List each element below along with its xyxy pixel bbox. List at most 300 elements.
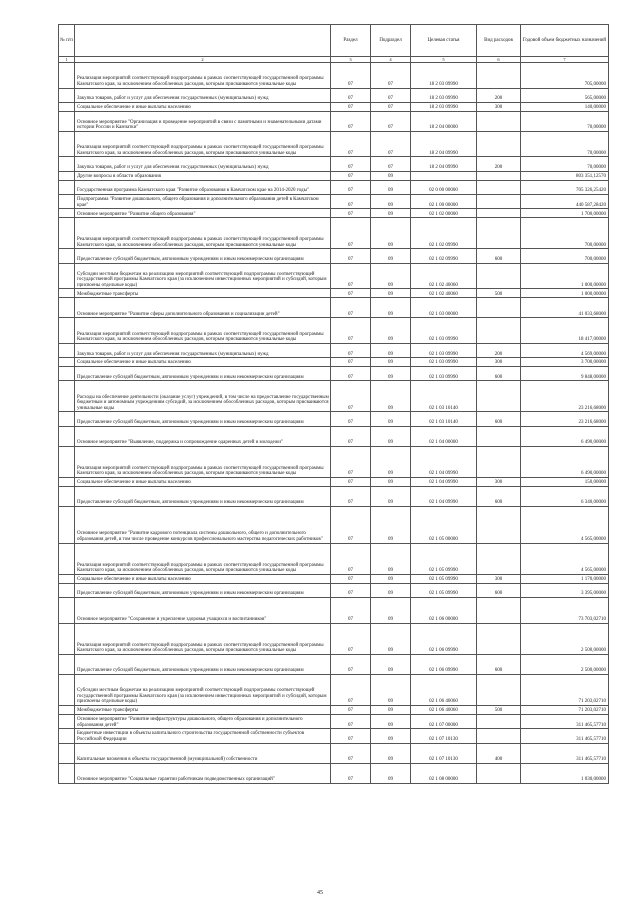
row-target-article: 02 1 05 09990: [411, 543, 477, 574]
table-row: [59, 343, 609, 357]
table-row: [59, 598, 609, 624]
row-amount: 4 565,00000: [521, 506, 609, 543]
row-name: Межбюджетные трансферты: [75, 705, 331, 714]
row-section: 07: [331, 180, 371, 194]
row-expense-type: [477, 171, 521, 180]
row-expense-type: [477, 318, 521, 344]
table-row: [59, 729, 609, 743]
row-amount: 150,00000: [521, 478, 609, 487]
header-target-article: Целевая статья: [411, 25, 477, 57]
row-subsection: 09: [371, 598, 411, 624]
row-target-article: 02 1 02 09990: [411, 218, 477, 249]
row-name: Предоставление субсидий бюджетным, автономным учреждениям и иным некоммерческим организациям: [75, 583, 331, 597]
row-target-article: 18 2 03 09990: [411, 63, 477, 89]
row-expense-type: [477, 426, 521, 446]
row-number: [59, 574, 75, 583]
row-section: 07: [331, 358, 371, 367]
row-subsection: 07: [371, 111, 411, 131]
table-row: [59, 171, 609, 180]
row-amount: 700,00000: [521, 249, 609, 263]
row-subsection: 09: [371, 763, 411, 783]
table-row: [59, 63, 609, 89]
row-number: [59, 318, 75, 344]
row-subsection: 09: [371, 263, 411, 289]
row-target-article: 02 1 06 09990: [411, 623, 477, 654]
row-number: [59, 157, 75, 171]
table-body: [59, 63, 609, 784]
column-index: 6: [477, 57, 521, 63]
row-expense-type: [477, 63, 521, 89]
row-subsection: 07: [371, 63, 411, 89]
row-section: 07: [331, 412, 371, 426]
row-expense-type: [477, 506, 521, 543]
row-subsection: 09: [371, 478, 411, 487]
row-expense-type: [477, 623, 521, 654]
row-subsection: 09: [371, 654, 411, 674]
row-amount: 311 465,57710: [521, 714, 609, 728]
row-expense-type: [477, 180, 521, 194]
row-section: 07: [331, 131, 371, 157]
row-section: 07: [331, 426, 371, 446]
row-section: 07: [331, 218, 371, 249]
row-number: [59, 63, 75, 89]
row-name: Социальное обеспечение и иные выплаты населению: [75, 574, 331, 583]
row-number: [59, 598, 75, 624]
row-subsection: 09: [371, 574, 411, 583]
row-subsection: 09: [371, 714, 411, 728]
row-subsection: 09: [371, 583, 411, 597]
table-row: [59, 381, 609, 412]
row-target-article: 02 1 03 10140: [411, 412, 477, 426]
row-name: Капитальные вложения в объекты государственной (муниципальной) собственности: [75, 743, 331, 763]
row-number: [59, 654, 75, 674]
row-number: [59, 705, 75, 714]
row-section: 07: [331, 705, 371, 714]
row-amount: 6 490,00000: [521, 426, 609, 446]
row-section: 07: [331, 506, 371, 543]
row-target-article: 02 1 07 00000: [411, 714, 477, 728]
row-amount: 23 216,68000: [521, 381, 609, 412]
row-expense-type: [477, 598, 521, 624]
row-amount: 705,00000: [521, 63, 609, 89]
row-target-article: 02 1 03 09990: [411, 318, 477, 344]
row-name: Основное мероприятие "Социальные гарантии работникам подведомственных организаций": [75, 763, 331, 783]
row-amount: 3 395,00000: [521, 583, 609, 597]
row-target-article: 18 2 04 09990: [411, 157, 477, 171]
table-row: [59, 486, 609, 506]
row-number: [59, 478, 75, 487]
row-target-article: 18 2 03 09990: [411, 88, 477, 102]
row-target-article: 02 1 04 09990: [411, 478, 477, 487]
row-target-article: 02 1 08 00000: [411, 763, 477, 783]
row-amount: 311 465,57710: [521, 729, 609, 743]
row-expense-type: 500: [477, 705, 521, 714]
row-number: [59, 486, 75, 506]
table-row: [59, 543, 609, 574]
row-name: Подпрограмма "Развитие дошкольного, общего образования и дополнительного образования детей в Камчатском крае": [75, 194, 331, 208]
row-subsection: 09: [371, 705, 411, 714]
row-subsection: 09: [371, 426, 411, 446]
row-expense-type: [477, 381, 521, 412]
row-expense-type: [477, 674, 521, 705]
row-target-article: 02 1 06 09990: [411, 654, 477, 674]
table-row: [59, 263, 609, 289]
table-row: [59, 705, 609, 714]
row-number: [59, 263, 75, 289]
row-subsection: 09: [371, 412, 411, 426]
row-subsection: 09: [371, 743, 411, 763]
row-section: 07: [331, 88, 371, 102]
row-amount: 9 848,00000: [521, 366, 609, 380]
row-number: [59, 674, 75, 705]
row-section: 07: [331, 598, 371, 624]
row-section: 07: [331, 486, 371, 506]
row-number: [59, 171, 75, 180]
row-number: [59, 111, 75, 131]
table-row: [59, 623, 609, 654]
row-amount: 440 587,28420: [521, 194, 609, 208]
row-target-article: [411, 171, 477, 180]
row-target-article: 02 1 06 40060: [411, 705, 477, 714]
table-row: [59, 714, 609, 728]
row-name: Социальное обеспечение и иные выплаты населению: [75, 358, 331, 367]
row-amount: 1 000,00000: [521, 263, 609, 289]
header-name: [75, 25, 331, 57]
row-number: [59, 180, 75, 194]
column-index: 5: [411, 57, 477, 63]
table-row: [59, 412, 609, 426]
row-section: 07: [331, 714, 371, 728]
header-subsection: Подраздел: [371, 25, 411, 57]
row-expense-type: [477, 729, 521, 743]
row-number: [59, 446, 75, 477]
row-name: Предоставление субсидий бюджетным, автономным учреждениям и иным некоммерческим организациям: [75, 412, 331, 426]
row-expense-type: 200: [477, 343, 521, 357]
row-number: [59, 218, 75, 249]
row-target-article: 02 1 03 09990: [411, 366, 477, 380]
row-expense-type: 600: [477, 583, 521, 597]
row-section: 07: [331, 366, 371, 380]
row-target-article: 02 1 00 00000: [411, 194, 477, 208]
row-target-article: 02 1 03 10140: [411, 381, 477, 412]
row-section: 07: [331, 63, 371, 89]
table-row: [59, 674, 609, 705]
table-row: [59, 298, 609, 318]
row-name: Основное мероприятие "Сохранение и укрепление здоровья учащихся и воспитанников": [75, 598, 331, 624]
row-amount: 1 030,00000: [521, 763, 609, 783]
row-name: Расходы на обеспечение деятельности (оказание услуг) учреждений, в том числе на предоставление государственным бюджетным и автономным учреждениям субсидий, за исключением обособленных расходов, которым присваиваются уникальные коды: [75, 381, 331, 412]
row-subsection: 09: [371, 729, 411, 743]
table-row: [59, 446, 609, 477]
table-row: [59, 180, 609, 194]
row-name: Предоставление субсидий бюджетным, автономным учреждениям и иным некоммерческим организациям: [75, 654, 331, 674]
row-expense-type: 500: [477, 289, 521, 298]
row-amount: 2 500,00000: [521, 654, 609, 674]
row-name: Реализация мероприятий соответствующей подпрограммы в рамках соответствующей государственной программы Камчатского края, за исключением обособленных расходов, которым присваиваются уникальные коды: [75, 543, 331, 574]
row-subsection: 07: [371, 131, 411, 157]
row-section: 07: [331, 674, 371, 705]
row-amount: 4 565,00000: [521, 543, 609, 574]
row-section: 07: [331, 249, 371, 263]
row-name: Закупка товаров, работ и услуг для обеспечения государственных (муниципальных) нужд: [75, 343, 331, 357]
row-section: 07: [331, 729, 371, 743]
row-number: [59, 289, 75, 298]
row-subsection: 09: [371, 358, 411, 367]
row-subsection: 09: [371, 298, 411, 318]
row-amount: 18 417,00000: [521, 318, 609, 344]
table-row: [59, 218, 609, 249]
row-section: 07: [331, 343, 371, 357]
row-target-article: 02 1 03 00000: [411, 298, 477, 318]
row-target-article: 02 1 02 40060: [411, 263, 477, 289]
row-expense-type: [477, 763, 521, 783]
row-section: 07: [331, 446, 371, 477]
row-number: [59, 209, 75, 218]
row-name: Социальное обеспечение и иные выплаты населению: [75, 102, 331, 111]
row-name: Реализация мероприятий соответствующей подпрограммы в рамках соответствующей государственной программы Камчатского края, за исключением обособленных расходов, которым присваиваются уникальные коды: [75, 218, 331, 249]
row-expense-type: [477, 194, 521, 208]
row-subsection: 09: [371, 381, 411, 412]
row-name: Предоставление субсидий бюджетным, автономным учреждениям и иным некоммерческим организациям: [75, 249, 331, 263]
row-expense-type: [477, 111, 521, 131]
row-number: [59, 381, 75, 412]
row-amount: 1 700,00000: [521, 209, 609, 218]
row-target-article: 02 1 05 09990: [411, 583, 477, 597]
row-amount: 4 569,00000: [521, 343, 609, 357]
row-name: Основное мероприятие "Организация и проведение мероприятий в связи с памятными и знаменательными датами истории России и Камчатки": [75, 111, 331, 131]
row-section: 07: [331, 763, 371, 783]
row-number: [59, 412, 75, 426]
page-number: 45: [317, 890, 323, 896]
table-row: [59, 366, 609, 380]
row-name: Реализация мероприятий соответствующей подпрограммы в рамках соответствующей государственной программы Камчатского края, за исключением обособленных расходов, которым присваиваются уникальные коды: [75, 63, 331, 89]
table-row: [59, 574, 609, 583]
row-number: [59, 88, 75, 102]
row-name: Реализация мероприятий соответствующей подпрограммы в рамках соответствующей государственной программы Камчатского края, за исключением обособленных расходов, которым присваиваются уникальные коды: [75, 623, 331, 654]
row-name: Реализация мероприятий соответствующей подпрограммы в рамках соответствующей государственной программы Камчатского края, за исключением обособленных расходов, которым присваиваются уникальные коды: [75, 131, 331, 157]
row-amount: 700,00000: [521, 218, 609, 249]
table-row: [59, 102, 609, 111]
row-number: [59, 729, 75, 743]
column-index: 3: [331, 57, 371, 63]
row-section: 07: [331, 171, 371, 180]
row-target-article: 02 1 02 00000: [411, 209, 477, 218]
table-row: [59, 426, 609, 446]
header-number: № п/п: [59, 25, 75, 57]
table-row: [59, 743, 609, 763]
table-row: [59, 763, 609, 783]
row-expense-type: 300: [477, 102, 521, 111]
row-expense-type: 600: [477, 654, 521, 674]
row-expense-type: 600: [477, 366, 521, 380]
row-expense-type: 600: [477, 249, 521, 263]
row-number: [59, 298, 75, 318]
table-row: [59, 88, 609, 102]
row-expense-type: 200: [477, 157, 521, 171]
table-row: [59, 209, 609, 218]
row-subsection: 09: [371, 623, 411, 654]
row-target-article: 18 2 03 09990: [411, 102, 477, 111]
row-expense-type: [477, 714, 521, 728]
row-name: Реализация мероприятий соответствующей подпрограммы в рамках соответствующей государственной программы Камчатского края, за исключением обособленных расходов, которым присваиваются уникальные коды: [75, 446, 331, 477]
row-target-article: 02 1 06 40060: [411, 674, 477, 705]
row-subsection: 09: [371, 289, 411, 298]
row-subsection: 09: [371, 318, 411, 344]
row-subsection: 09: [371, 209, 411, 218]
row-number: [59, 426, 75, 446]
row-target-article: 02 1 03 09990: [411, 343, 477, 357]
row-section: 07: [331, 111, 371, 131]
row-amount: 1 000,00000: [521, 289, 609, 298]
row-target-article: 02 1 04 00000: [411, 426, 477, 446]
row-subsection: 09: [371, 171, 411, 180]
row-amount: 311 465,57710: [521, 743, 609, 763]
row-name: Реализация мероприятий соответствующей подпрограммы в рамках соответствующей государственной программы Камчатского края, за исключением обособленных расходов, которым присваиваются уникальные коды: [75, 318, 331, 344]
row-number: [59, 583, 75, 597]
row-amount: 70,00000: [521, 131, 609, 157]
row-name: Основное мероприятие "Выявление, поддержка и сопровождение одаренных детей и молодежи": [75, 426, 331, 446]
table-row: [59, 583, 609, 597]
row-section: 07: [331, 583, 371, 597]
row-expense-type: 300: [477, 574, 521, 583]
row-section: 07: [331, 289, 371, 298]
row-amount: 71 203,02710: [521, 705, 609, 714]
row-name: Основное мероприятие "Развитие инфраструктуры дошкольного, общего образования и дополнительного образования детей": [75, 714, 331, 728]
budget-table: [58, 24, 609, 784]
table-row: [59, 131, 609, 157]
row-target-article: 02 1 02 09990: [411, 249, 477, 263]
row-expense-type: 600: [477, 412, 521, 426]
row-target-article: 02 1 06 00000: [411, 598, 477, 624]
table-row: [59, 157, 609, 171]
row-amount: 705 326,25420: [521, 180, 609, 194]
row-number: [59, 249, 75, 263]
header-section: Раздел: [331, 25, 371, 57]
row-section: 07: [331, 318, 371, 344]
table-row: [59, 478, 609, 487]
row-name: Закупка товаров, работ и услуг для обеспечения государственных (муниципальных) нужд: [75, 157, 331, 171]
column-index: 2: [75, 57, 331, 63]
row-target-article: 02 1 07 10130: [411, 729, 477, 743]
header-annual-amount: Годовой объем бюджетных назначений: [521, 25, 609, 57]
row-name: Субсидии местным бюджетам на реализацию мероприятий соответствующей подпрограммы соответствующей государственной программы Камчатского края (за исключением инвестиционных мероприятий и субсидий, которым присвоены отдельные коды): [75, 674, 331, 705]
row-name: Предоставление субсидий бюджетным, автономным учреждениям и иным некоммерческим организациям: [75, 486, 331, 506]
row-name: Межбюджетные трансферты: [75, 289, 331, 298]
table-row: [59, 654, 609, 674]
row-subsection: 09: [371, 194, 411, 208]
row-name: Другие вопросы в области образования: [75, 171, 331, 180]
row-amount: 73 703,02710: [521, 598, 609, 624]
row-amount: 41 033,68000: [521, 298, 609, 318]
row-number: [59, 714, 75, 728]
table-row: [59, 111, 609, 131]
row-subsection: 09: [371, 506, 411, 543]
row-number: [59, 131, 75, 157]
row-expense-type: 300: [477, 358, 521, 367]
table-row: [59, 318, 609, 344]
row-target-article: 18 2 04 09990: [411, 131, 477, 157]
row-number: [59, 358, 75, 367]
row-expense-type: [477, 298, 521, 318]
header-expense-type: Вид расходов: [477, 25, 521, 57]
row-expense-type: 600: [477, 486, 521, 506]
row-subsection: 09: [371, 446, 411, 477]
row-section: 07: [331, 194, 371, 208]
row-expense-type: [477, 446, 521, 477]
row-section: 07: [331, 654, 371, 674]
column-index: 4: [371, 57, 411, 63]
column-index: 7: [521, 57, 609, 63]
row-section: 07: [331, 743, 371, 763]
row-section: 07: [331, 298, 371, 318]
row-target-article: 02 1 02 40060: [411, 289, 477, 298]
row-target-article: 02 1 04 09990: [411, 446, 477, 477]
table-row: [59, 506, 609, 543]
row-section: 07: [331, 102, 371, 111]
row-section: 07: [331, 543, 371, 574]
row-target-article: 18 2 04 00000: [411, 111, 477, 131]
row-target-article: 02 1 04 09990: [411, 486, 477, 506]
row-name: Основное мероприятие "Развитие кадрового потенциала системы дошкольного, общего и дополнительного образования детей, в том числе проведение конкурсов профессионального мастерства педагогических работников": [75, 506, 331, 543]
row-number: [59, 102, 75, 111]
row-amount: 70,00000: [521, 157, 609, 171]
row-target-article: 02 1 05 00000: [411, 506, 477, 543]
row-section: 07: [331, 381, 371, 412]
row-expense-type: 300: [477, 478, 521, 487]
row-subsection: 09: [371, 180, 411, 194]
table-header-row: [59, 25, 609, 57]
row-amount: 3 700,00000: [521, 358, 609, 367]
row-number: [59, 343, 75, 357]
row-expense-type: 200: [477, 88, 521, 102]
row-subsection: 07: [371, 88, 411, 102]
row-name: Социальное обеспечение и иные выплаты населению: [75, 478, 331, 487]
row-section: 07: [331, 574, 371, 583]
row-target-article: 02 1 07 10130: [411, 743, 477, 763]
row-section: 07: [331, 263, 371, 289]
row-name: Субсидии местным бюджетам на реализацию мероприятий соответствующей подпрограммы соответствующей государственной программы Камчатского края (за исключением инвестиционных мероприятий и субсидий, которым присвоены отдельные коды): [75, 263, 331, 289]
row-section: 07: [331, 623, 371, 654]
row-expense-type: [477, 218, 521, 249]
row-number: [59, 763, 75, 783]
row-name: Основное мероприятие "Развитие сферы дополнительного образования и социализации детей": [75, 298, 331, 318]
row-subsection: 07: [371, 157, 411, 171]
row-amount: 6 340,00000: [521, 486, 609, 506]
row-subsection: 07: [371, 102, 411, 111]
row-name: Закупка товаров, работ и услуг для обеспечения государственных (муниципальных) нужд: [75, 88, 331, 102]
row-amount: 71 203,02710: [521, 674, 609, 705]
row-amount: 23 216,68000: [521, 412, 609, 426]
row-expense-type: [477, 263, 521, 289]
row-expense-type: [477, 131, 521, 157]
row-name: Бюджетные инвестиции в объекты капитального строительства государственной собственности субъектов Российской Федерации: [75, 729, 331, 743]
row-amount: 1 170,00000: [521, 574, 609, 583]
table-row: [59, 249, 609, 263]
row-subsection: 09: [371, 674, 411, 705]
row-amount: 70,00000: [521, 111, 609, 131]
row-name: Государственная программа Камчатского края "Развитие образования в Камчатском крае на 2014-2020 годы": [75, 180, 331, 194]
row-amount: 6 490,00000: [521, 446, 609, 477]
row-number: [59, 366, 75, 380]
row-expense-type: 400: [477, 743, 521, 763]
table-row: [59, 289, 609, 298]
row-amount: 140,00000: [521, 102, 609, 111]
row-number: [59, 194, 75, 208]
row-expense-type: [477, 543, 521, 574]
row-amount: 565,00000: [521, 88, 609, 102]
row-subsection: 09: [371, 486, 411, 506]
row-target-article: 02 1 03 09990: [411, 358, 477, 367]
